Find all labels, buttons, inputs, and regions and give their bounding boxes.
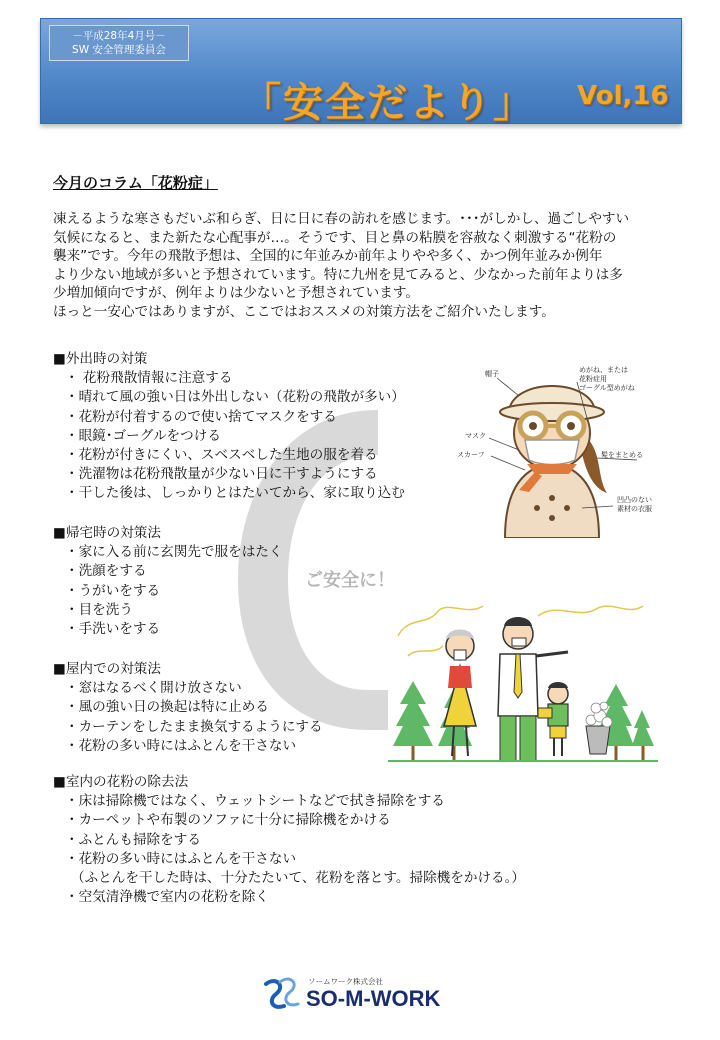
list-item: ・家に入る前に玄関先で服をはたく — [65, 544, 283, 561]
family-hayfever-illustration — [388, 596, 658, 772]
list-item: ・洗濯物は花粉飛散量が少ない日に干すようにする — [65, 466, 378, 483]
list-note: （ふとんを干した時は、十分たたいて、花粉を落とす。掃除機をかける。） — [71, 870, 526, 887]
label-glasses1: めがね、または — [579, 366, 628, 374]
list-item: ・眼鏡･ゴーグルをつける — [65, 427, 221, 444]
label-mask: マスク — [465, 432, 486, 440]
intro-line: 襲来”です。今年の飛散予想は、全国的に年並みか前年よりやや多く、かつ例年並みか例年 — [53, 248, 603, 264]
list-item: ・花粉の多い時にはふとんを干さない — [65, 737, 297, 754]
label-hat: 帽子 — [485, 370, 499, 378]
issue-date: －平成28年4月号－ — [72, 30, 166, 42]
intro-line: 少増加傾向ですが、例年よりは少ないと予想されています。 — [53, 285, 419, 301]
watermark-text: ご安全に！ — [305, 570, 395, 591]
intro-line: より少ない地域が多いと予想されています。特に九州を見てみると、少なかった前年よりは多 — [53, 266, 623, 283]
section-removal — [53, 773, 525, 907]
list-item: ・晴れて風の強い日は外出しない（花粉の飛散が多い） — [65, 389, 405, 406]
label-glasses3: ゴーグル型めがね — [579, 384, 635, 392]
section-heading: ■室内の花粉の除去法 — [53, 774, 189, 790]
list-item: ・干した後は、しっかりとはたいてから、家に取り込む — [65, 485, 405, 502]
pollen-outfit-illustration — [457, 358, 657, 538]
list-item: ・花粉の多い時にはふとんを干さない — [65, 850, 297, 867]
label-hair: 髪をまとめる — [601, 451, 643, 459]
label-glasses2: 花粉症用 — [579, 375, 607, 383]
label-clothes2: 素材の衣服 — [617, 505, 652, 513]
list-item: ・手洗いをする — [65, 621, 161, 638]
list-item: ・カーテンをしたまま換気するようにする — [65, 718, 323, 735]
list-item: ・花粉が付着するので使い捨てマスクをする — [65, 408, 337, 425]
intro-line: ほっと一安心ではありますが、ここではおススメの対策方法をご紹介いたします。 — [53, 303, 555, 320]
list-item: ・床は掃除機ではなく、ウェットシートなどで拭き掃除をする — [65, 793, 445, 810]
issue-tag — [49, 25, 189, 61]
column-intro — [53, 210, 683, 321]
list-item: ・ふとんも掃除をする — [65, 831, 201, 848]
volume-number: Vol,16 — [577, 81, 669, 111]
company-logo-text: SO-M-WORK — [306, 986, 441, 1011]
section-outdoor — [53, 350, 405, 504]
label-clothes1: 凹凸のない — [617, 496, 652, 504]
label-scarf: スカーフ — [457, 451, 485, 459]
committee-name: SW 安全管理委員会 — [72, 44, 166, 56]
list-item: ・目を洗う — [65, 601, 133, 618]
column-title: 今月のコラム「花粉症」 — [53, 174, 218, 192]
newsletter-title: 「安全だより」 — [241, 80, 535, 126]
list-item: ・カーペットや布製のソファに十分に掃除機をかける — [65, 812, 391, 829]
list-item: ・ 花粉飛散情報に注意する — [65, 370, 233, 387]
section-indoor — [53, 660, 323, 756]
intro-line: 気候になると、また新たな心配事が…。そうです、目と鼻の粘膜を容赦なく刺激する“花粉の — [53, 229, 617, 246]
section-home — [53, 524, 283, 639]
header-banner — [40, 18, 682, 124]
list-item: ・空気清浄機で室内の花粉を除く — [65, 889, 269, 906]
list-item: ・窓はなるべく開け放さない — [65, 680, 242, 697]
section-heading: ■屋内での対策法 — [53, 661, 161, 677]
list-item: ・洗顔をする — [65, 563, 147, 580]
section-heading: ■外出時の対策 — [53, 351, 148, 367]
list-item: ・うがいをする — [65, 582, 161, 599]
list-item: ・風の強い日の換起は特に止める — [65, 699, 269, 716]
intro-line: 凍えるような寒さもだいぶ和らぎ、日に日に春の訪れを感じます。･･･がしかし、過ごしやすい — [53, 211, 630, 227]
company-name: ソームワーク株式会社 — [308, 977, 383, 986]
section-heading: ■帰宅時の対策法 — [53, 525, 161, 541]
list-item: ・花粉が付きにくい、スベスベした生地の服を着る — [65, 447, 378, 464]
